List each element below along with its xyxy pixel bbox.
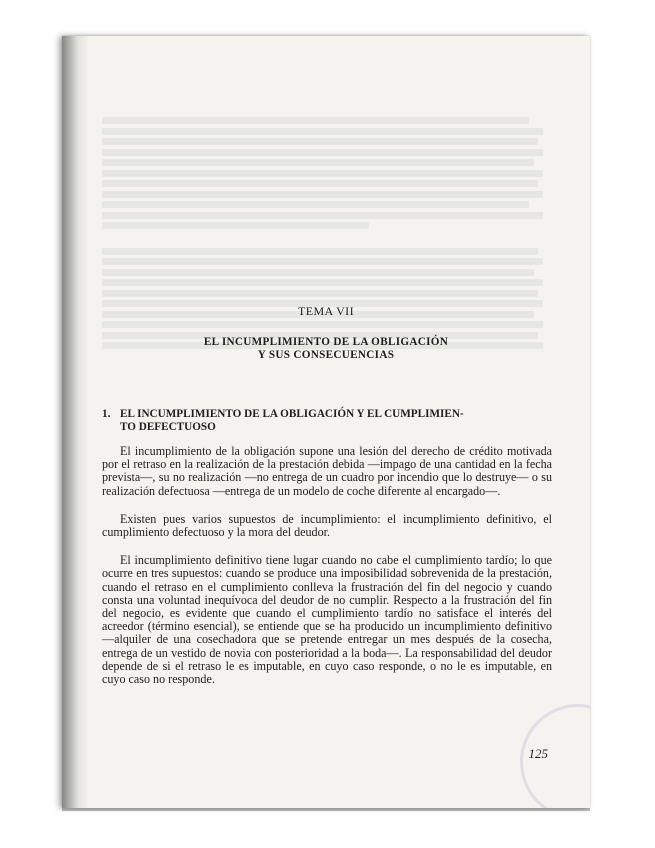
book-page <box>62 36 590 808</box>
section-heading <box>102 408 552 434</box>
section-title-line1: EL INCUMPLIMIENTO DE LA OBLIGACIÓN Y EL CUMPLIMIEN- <box>120 408 464 420</box>
chapter-title-line2: Y SUS CONSECUENCIAS <box>257 349 395 361</box>
section-title-line2: TO DEFECTUOSO <box>120 421 216 433</box>
chapter-title <box>62 336 590 362</box>
section-number: 1. <box>102 408 111 420</box>
section-body <box>102 445 552 701</box>
paragraph-2: Existen pues varios supuestos de incumplimiento: el incumplimiento definitivo, el cumplimiento defectuoso y la mora del deudor. <box>102 511 552 540</box>
page-edge-shadow <box>62 808 590 811</box>
page-number: 125 <box>528 746 548 761</box>
chapter-title-line1: EL INCUMPLIMIENTO DE LA OBLIGACIÓN <box>203 336 449 348</box>
chapter-label: TEMA VII <box>298 304 354 318</box>
paragraph-3: El incumplimiento definitivo tiene lugar cuando no cabe el cumplimiento tardío; lo que ocurre en tres supuestos: cuando se produce una imposibilidad sobrevenida de la prestación, cuando el retraso en el cumplimiento conlleva la frustración del fin del negocio y cuando consta una voluntad inequívoca del deudor de no cumplir. Respecto a la frustración del fin del negocio, es evidente que cuando el cumplimiento tardío no satisface el interés del acreedor (término esencial), se entiende que se ha producido un incumplimiento definitivo —alquiler de una cosechadora que se pretende entregar un mes después de la cosecha, entrega de un vestido de novia con posterioridad a la boda—. La responsabilidad del deudor depende de si el retraso le es imputable, en cuyo caso responde, o no le es imputable, en cuyo caso no responde. <box>102 553 552 687</box>
paragraph-1: El incumplimiento de la obligación supone una lesión del derecho de crédito motivada por el retraso en la realización de la prestación debida —impago de una cantidad en la fecha prevista—, su no realización —no entrega de un cuadro por incendio que lo destruye— o su realización defectuosa —entrega de un modelo de coche diferente al encargado—. <box>102 444 552 498</box>
